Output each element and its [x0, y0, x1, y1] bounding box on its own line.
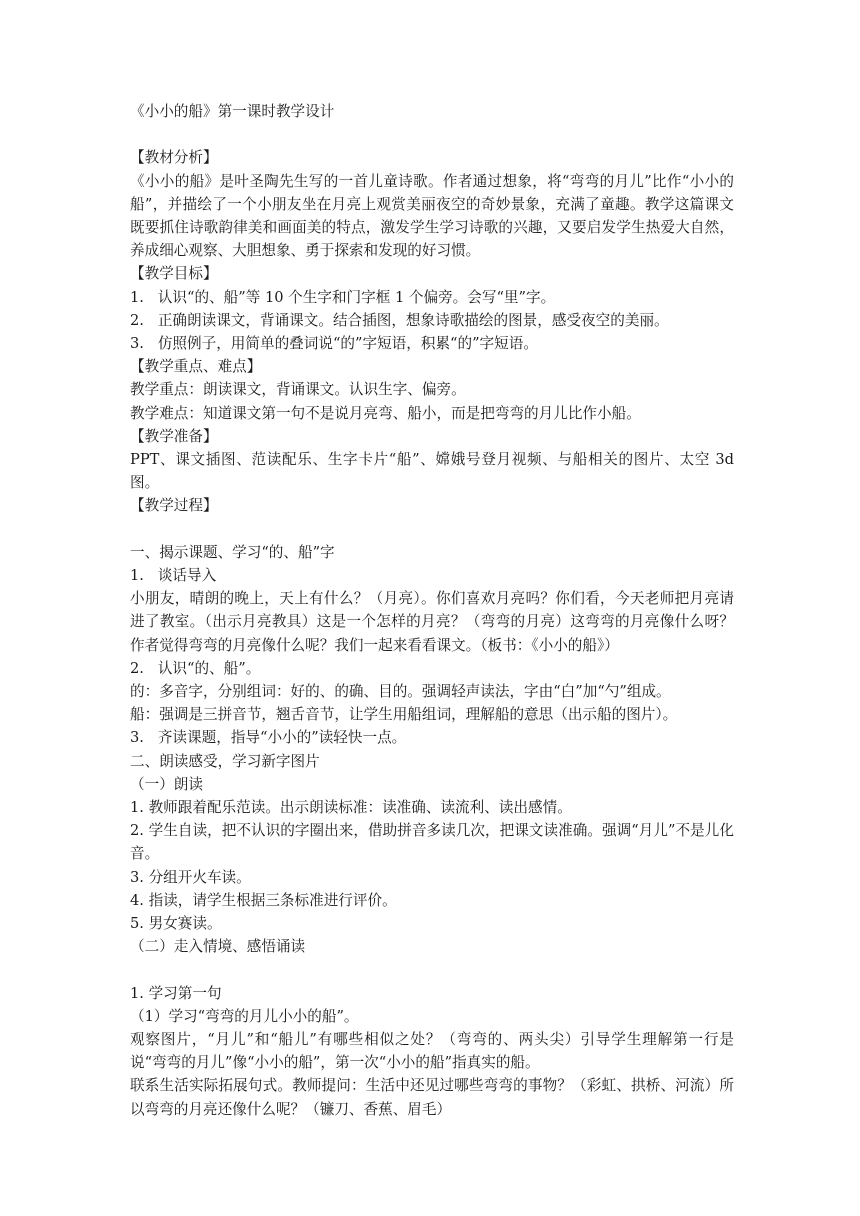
document-title: 《小小的船》第一课时教学设计	[130, 103, 335, 120]
sub1-title: （一）朗读	[130, 775, 203, 793]
sub2-title: （二）走入情境、感悟诵读	[130, 938, 306, 956]
step2-title: 2. 认识“的、船”。	[130, 659, 261, 677]
step1-body: 小朋友，晴朗的晚上，天上有什么？（月亮）。你们喜欢月亮吗？你们看，今天老师把月亮请进了教室。（出示月亮教具）这是一个怎样的月亮？（弯弯的月亮）这弯弯的月亮像什么呀？作者觉得弯弯的月亮像什么呢？我们一起来看看课文。（板书：《小小的船》）	[130, 590, 734, 654]
sub1-item-4: 4. 指读，请学生根据三条标准进行评价。	[130, 891, 397, 909]
step2-de: 的：多音字，分别组词：好的、的确、目的。强调轻声读法，字由“白”加“勺”组成。	[130, 683, 671, 701]
preparation-heading: 【教学准备】	[130, 427, 218, 445]
process-heading: 【教学过程】	[130, 497, 218, 515]
preparation-body: PPT、课文插图、范读配乐、生字卡片“船”、嫦娥号登月视频、与船相关的图片、太空 3d 图。	[130, 451, 734, 492]
sentence1-extend: 联系生活实际拓展句式。教师提问：生活中还见过哪些弯弯的事物？（彩虹、拱桥、河流）所以弯弯的月亮还像什么呢？（镰刀、香蕉、眉毛）	[130, 1077, 734, 1118]
analysis-heading: 【教材分析】	[130, 149, 218, 167]
document-page	[130, 100, 734, 1121]
step1-title: 1. 谈话导入	[130, 567, 217, 585]
sub1-item-1: 1. 教师跟着配乐范读。出示朗读标准：读准确、读流利、读出感情。	[130, 799, 572, 817]
spacer	[130, 518, 734, 541]
sub1-item-3: 3. 分组开火车读。	[130, 868, 251, 886]
sub1-item-5: 5. 男女赛读。	[130, 915, 222, 933]
spacer	[130, 123, 734, 146]
goal-item-2: 2. 正确朗读课文，背诵课文。结合插图，想象诗歌描绘的图景，感受夜空的美丽。	[130, 311, 669, 329]
step3: 3. 齐读课题，指导“小小的”读轻快一点。	[130, 729, 407, 747]
spacer	[130, 958, 734, 981]
sentence1-observe: 观察图片，“月儿”和“船儿”有哪些相似之处？（弯弯的、两头尖）引导学生理解第一行是说“弯弯的月儿”像“小小的船”，第一次“小小的船”指真实的船。	[130, 1031, 734, 1072]
sentence1-title: 1. 学习第一句	[130, 984, 222, 1002]
key-difficulty: 教学难点：知道课文第一句不是说月亮弯、船小，而是把弯弯的月儿比作小船。	[130, 404, 641, 422]
part1-title: 一、揭示课题、学习“的、船”字	[130, 543, 335, 561]
goal-item-1: 1. 认识“的、船”等 10 个生字和门字框 1 个偏旁。会写“里”字。	[130, 288, 556, 306]
analysis-body: 《小小的船》是叶圣陶先生写的一首儿童诗歌。作者通过想象，将“弯弯的月儿”比作“小小的船”，并描绘了一个小朋友坐在月亮上观赏美丽夜空的奇妙景象，充满了童趣。教学这篇课文既要抓住诗歌韵律美和画面美的特点，激发学生学习诗歌的兴趣，又要启发学生热爱大自然，养成细心观察、大胆想象、勇于探索和发现的好习惯。	[130, 172, 734, 260]
key-points-heading: 【教学重点、难点】	[130, 358, 262, 376]
goal-item-3: 3. 仿照例子，用简单的叠词说“的”字短语，积累“的”字短语。	[130, 335, 538, 353]
key-focus: 教学重点：朗读课文，背诵课文。认识生字、偏旁。	[130, 381, 466, 399]
part2-title: 二、朗读感受，学习新字图片	[130, 752, 320, 770]
sub1-item-2: 2. 学生自读，把不认识的字圈出来，借助拼音多读几次，把课文读准确。强调“月儿”不是儿化音。	[130, 822, 734, 863]
sentence1-sub: （1）学习“弯弯的月儿小小的船”。	[130, 1007, 359, 1025]
step2-chuan: 船：强调是三拼音节，翘舌音节，让学生用船组词，理解船的意思（出示船的图片）。	[130, 706, 678, 724]
goals-heading: 【教学目标】	[130, 265, 218, 283]
